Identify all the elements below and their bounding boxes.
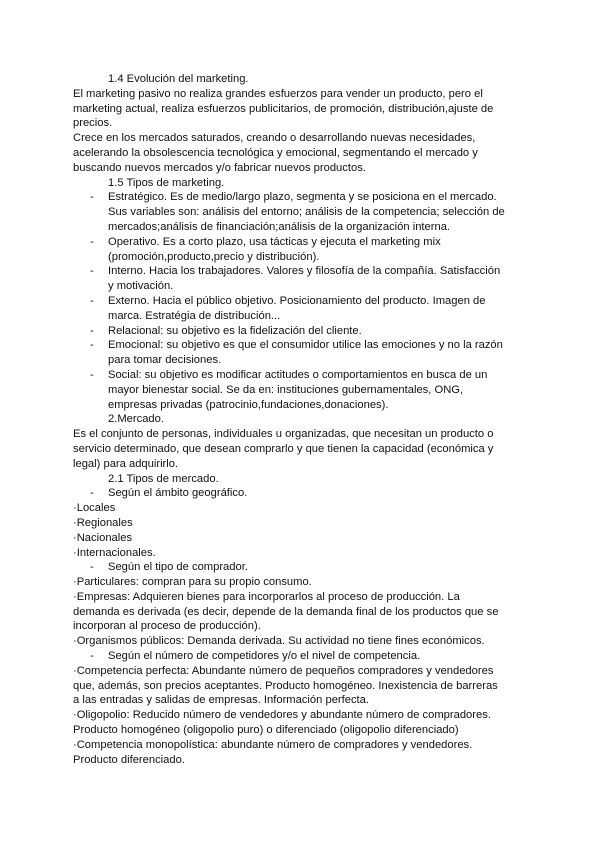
list-item-text: Operativo. Es a corto plazo, usa tácticas y ejecuta el marketing mix (promoción,producto,precio y distribución). bbox=[108, 235, 441, 263]
subheading-ambito-geografico bbox=[0, 486, 600, 501]
heading-1-5: 1.5 Tipos de marketing. bbox=[108, 176, 225, 189]
document-content bbox=[0, 72, 600, 767]
heading-2-1: 2.1 Tipos de mercado. bbox=[108, 472, 219, 485]
list-item: ·Competencia monopolística: abundante número de compradores y vendedores. Producto diferenciado. bbox=[73, 738, 473, 766]
list-item bbox=[0, 338, 600, 368]
list-item: ·Locales bbox=[73, 502, 116, 515]
bullet-dash: - bbox=[90, 650, 94, 663]
bullet-dash: - bbox=[90, 487, 94, 500]
list-item bbox=[0, 368, 600, 412]
paragraph-mercado-definicion: Es el conjunto de personas, individuales u organizadas, que necesitan un producto o servicio determinado, que desean comprarlo y que tienen la capacidad (económica y legal) para adquirirlo. bbox=[73, 428, 494, 470]
list-item bbox=[0, 324, 600, 339]
paragraph-mercados-saturados: Crece en los mercados saturados, creando o desarrollando nuevas necesidades, acelerando la obsolescencia tecnológica y emocional, segmentando el mercado y buscando nuevos mercados y/o fabricar nuevos productos. bbox=[73, 132, 478, 174]
bullet-dash: - bbox=[90, 265, 94, 278]
bullet-dash: - bbox=[90, 561, 94, 574]
list-item-text: Estratégico. Es de medio/largo plazo, segmenta y se posiciona en el mercado. Sus variables son: análisis del entorno; análisis de la competencia; selección de mercados;análisis de financiación;análisis de la organización interna. bbox=[108, 191, 505, 233]
list-item: ·Empresas: Adquieren bienes para incorporarlos al proceso de producción. La demanda es derivada (es decir, depende de la demanda final de los productos que se incorporan al proceso de producción). bbox=[73, 590, 499, 633]
bullet-dash: - bbox=[90, 324, 94, 337]
list-item-text: Relacional: su objetivo es la fidelización del cliente. bbox=[108, 324, 362, 337]
subheading-tipo-comprador bbox=[0, 560, 600, 575]
list-item: ·Particulares: compran para su propio consumo. bbox=[73, 576, 312, 589]
bullet-dash: - bbox=[90, 339, 94, 352]
bullet-dash: - bbox=[90, 235, 94, 248]
list-item-text: Interno. Hacia los trabajadores. Valores y filosofía de la compañía. Satisfacción y motivación. bbox=[108, 265, 501, 293]
heading-2: 2.Mercado. bbox=[108, 413, 164, 426]
bullet-dash: - bbox=[90, 294, 94, 307]
paragraph-marketing-pasivo: El marketing pasivo no realiza grandes esfuerzos para vender un producto, pero el marketing actual, realiza esfuerzos publicitarios, de promoción, distribución,ajuste de precios. bbox=[73, 87, 494, 130]
list-item bbox=[0, 264, 600, 294]
list-item-text: Emocional: su objetivo es que el consumidor utilice las emociones y no la razón para tomar decisiones. bbox=[108, 339, 503, 367]
list-item bbox=[0, 294, 600, 324]
list-item: ·Organismos públicos: Demanda derivada. Su actividad no tiene fines económicos. bbox=[73, 635, 485, 648]
subheading-competidores bbox=[0, 649, 600, 664]
heading-1-4: 1.4 Evolución del marketing. bbox=[108, 73, 249, 85]
list-item-text: Externo. Hacia el público objetivo. Posicionamiento del producto. Imagen de marca. Estratégia de distribución... bbox=[108, 294, 486, 322]
subheading-text: Según el tipo de comprador. bbox=[108, 561, 248, 574]
list-item: ·Regionales bbox=[73, 516, 133, 529]
subheading-text: Según el número de competidores y/o el nivel de competencia. bbox=[108, 650, 421, 663]
list-item bbox=[0, 235, 600, 265]
list-item: ·Nacionales bbox=[73, 531, 133, 544]
list-item: ·Internacionales. bbox=[73, 546, 156, 559]
bullet-dash: - bbox=[90, 191, 94, 204]
bullet-dash: - bbox=[90, 368, 94, 381]
list-item: ·Competencia perfecta: Abundante número de pequeños compradores y vendedores que, además, son precios aceptantes. Producto homogéneo. Inexistencia de barreras a las entradas y salidas de empresas. Información perfecta. bbox=[73, 664, 498, 707]
subheading-text: Según el ámbito geográfico. bbox=[108, 487, 248, 500]
list-item bbox=[0, 190, 600, 234]
list-item: ·Oligopolio: Reducido número de vendedores y abundante número de compradores. Producto homogéneo (oligopolio puro) o diferenciado (oligopolio diferenciado) bbox=[73, 709, 491, 737]
list-item-text: Social: su objetivo es modificar actitudes o comportamientos en busca de un mayor bienestar social. Se da en: instituciones gubernamentales, ONG, empresas privadas (patrocinio,fundaciones,donaciones). bbox=[108, 368, 488, 411]
